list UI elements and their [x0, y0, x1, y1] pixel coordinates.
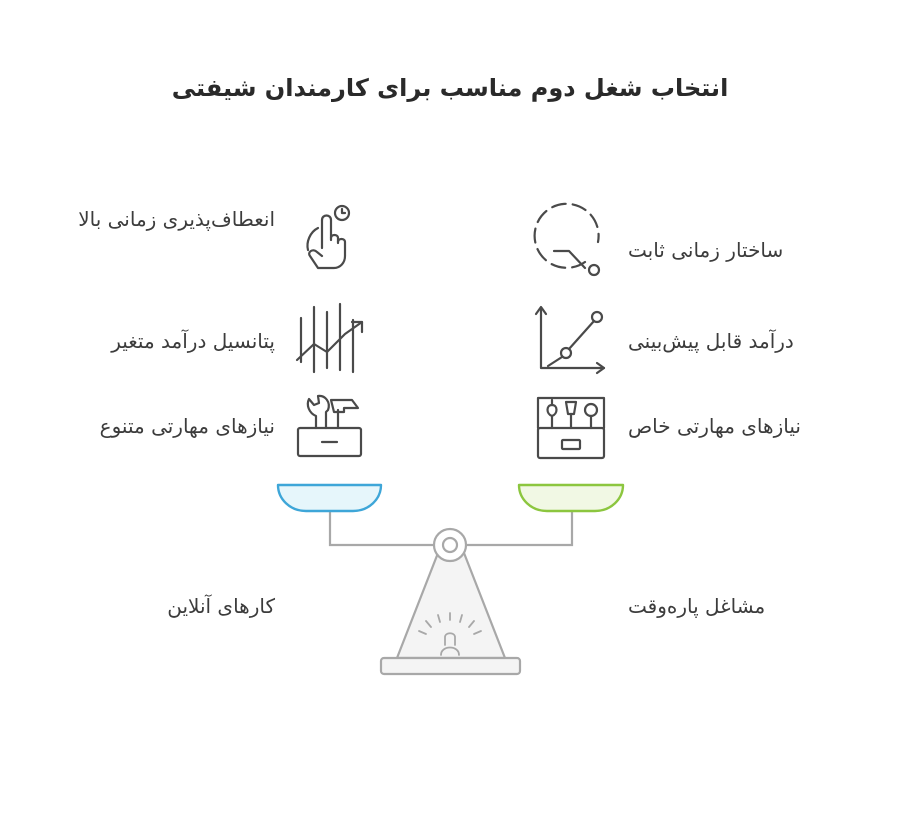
scale-base	[381, 658, 520, 674]
rising-bars-icon	[297, 304, 362, 372]
label-high-flexibility: انعطاف‌پذیری زمانی بالا	[78, 207, 275, 231]
label-variable-income: پتانسیل درآمد متغیر	[111, 329, 275, 353]
hand-clock-icon	[307, 206, 349, 268]
clock-dashed-icon	[535, 204, 599, 275]
label-predictable-income: درآمد قابل پیش‌بینی	[628, 329, 794, 353]
toolbox-icon	[538, 398, 604, 458]
line-chart-icon	[536, 307, 604, 373]
balance-scale	[278, 485, 623, 674]
label-part-time-jobs: مشاغل پاره‌وقت	[628, 594, 766, 618]
label-online-jobs: کارهای آنلاین	[167, 594, 275, 618]
scale-stand	[397, 553, 505, 658]
label-fixed-schedule: ساختار زمانی ثابت	[628, 238, 784, 262]
label-diverse-skills: نیازهای مهارتی متنوع	[99, 414, 275, 438]
left-pan	[278, 485, 381, 511]
tools-box-icon	[298, 396, 361, 456]
label-specific-skills: نیازهای مهارتی خاص	[628, 414, 801, 438]
right-pan	[519, 485, 623, 511]
page-title: انتخاب شغل دوم مناسب برای کارمندان شیفتی	[171, 74, 729, 102]
